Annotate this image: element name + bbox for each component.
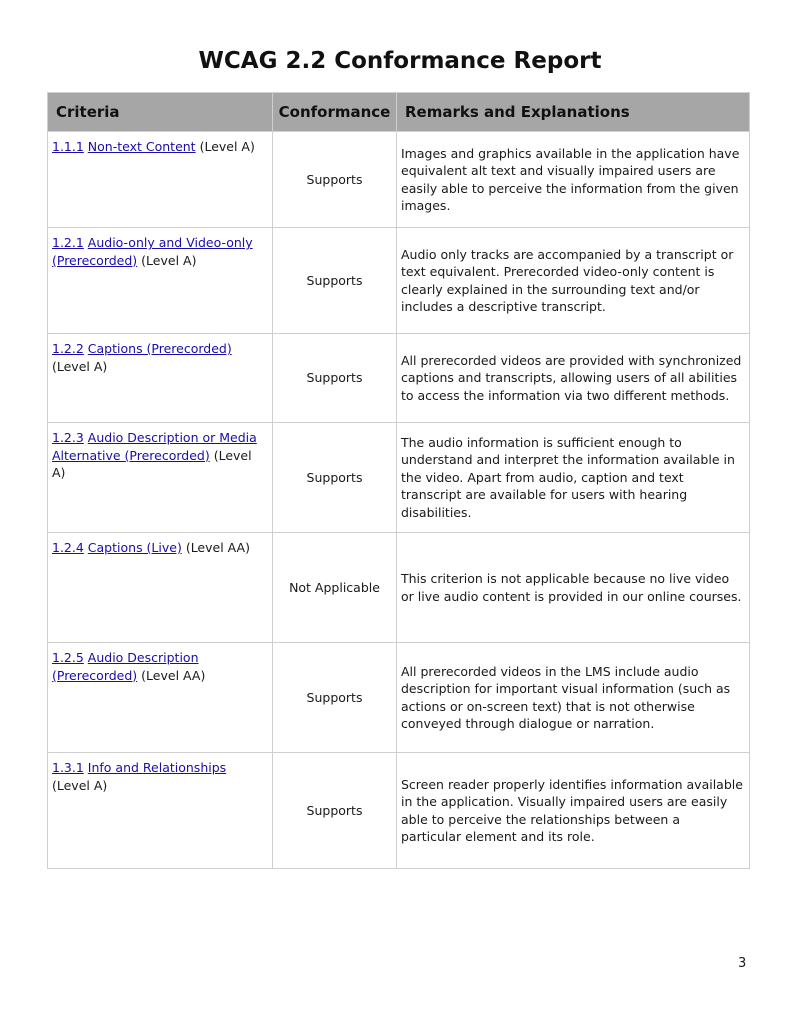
conformance-table xyxy=(47,92,750,869)
table-row xyxy=(48,753,750,869)
table-row xyxy=(48,533,750,643)
conformance-cell: Supports xyxy=(273,228,397,334)
criterion-cell xyxy=(48,423,273,533)
table-row xyxy=(48,643,750,753)
criterion-name-link[interactable]: Audio Description (Prerecorded) xyxy=(52,650,199,683)
criterion-level: (Level A) xyxy=(52,777,108,793)
remarks-cell: All prerecorded videos in the LMS include audio description for important visual information (such as actions or on-screen text) that is not otherwise conveyed through dialogue or narration. xyxy=(397,643,750,753)
criterion-number-link[interactable]: 1.1.1 xyxy=(52,139,84,154)
table-header-row xyxy=(48,93,750,132)
conformance-cell: Not Applicable xyxy=(273,533,397,643)
page-title: WCAG 2.2 Conformance Report xyxy=(198,48,602,74)
conformance-cell: Supports xyxy=(273,643,397,753)
remarks-cell: This criterion is not applicable because no live video or live audio content is provided in our online courses. xyxy=(397,533,750,643)
criterion-cell xyxy=(48,132,273,228)
criterion-cell xyxy=(48,533,273,643)
criterion-level: (Level A) xyxy=(141,252,197,268)
table-row xyxy=(48,423,750,533)
criterion-number-link[interactable]: 1.2.3 xyxy=(52,430,84,445)
table-row xyxy=(48,228,750,334)
criterion-number-link[interactable]: 1.2.1 xyxy=(52,235,84,250)
criterion-level: (Level AA) xyxy=(185,540,250,555)
criterion-level: (Level AA) xyxy=(141,667,206,683)
criterion-number-link[interactable]: 1.2.2 xyxy=(52,341,84,356)
criterion-number-link[interactable]: 1.2.4 xyxy=(52,540,84,555)
conformance-cell: Supports xyxy=(273,753,397,869)
criterion-number-link[interactable]: 1.2.5 xyxy=(52,650,84,665)
conformance-header: Conformance xyxy=(273,93,397,132)
criterion-name-link[interactable]: Captions (Prerecorded) xyxy=(87,341,232,356)
criterion-cell xyxy=(48,643,273,753)
remarks-cell: Audio only tracks are accompanied by a transcript or text equivalent. Prerecorded video-only content is clearly explained in the surrounding text and/or includes a descriptive transcript. xyxy=(397,228,750,334)
criterion-name-link[interactable]: Info and Relationships xyxy=(87,760,227,775)
criterion-level: (Level A) xyxy=(199,139,255,154)
criterion-level: (Level A) xyxy=(52,358,108,374)
remarks-cell: Screen reader properly identifies information available in the application. Visually impaired users are easily able to perceive the relationships between a particular element and its role. xyxy=(397,753,750,869)
remarks-header: Remarks and Explanations xyxy=(397,93,750,132)
criterion-name-link[interactable]: Captions (Live) xyxy=(87,540,182,555)
page-number: 3 xyxy=(738,956,747,971)
remarks-cell: All prerecorded videos are provided with synchronized captions and transcripts, allowing users of all abilities to access the information via two different methods. xyxy=(397,334,750,423)
conformance-cell: Supports xyxy=(273,132,397,228)
remarks-cell: Images and graphics available in the application have equivalent alt text and visually impaired users are easily able to perceive the information from the given images. xyxy=(397,132,750,228)
conformance-cell: Supports xyxy=(273,423,397,533)
criterion-cell xyxy=(48,753,273,869)
criterion-name-link[interactable]: Non-text Content xyxy=(87,139,196,154)
criterion-cell xyxy=(48,228,273,334)
criterion-name-link[interactable]: Audio-only and Video-only (Prerecorded) xyxy=(52,235,253,268)
criterion-number-link[interactable]: 1.3.1 xyxy=(52,760,84,775)
criterion-level: (Level A) xyxy=(52,447,252,480)
remarks-cell: The audio information is sufficient enough to understand and interpret the information available in the video. Apart from audio, caption and text transcript are available for users with hearing disabilities. xyxy=(397,423,750,533)
table-row xyxy=(48,132,750,228)
criterion-cell xyxy=(48,334,273,423)
criteria-header: Criteria xyxy=(48,93,273,132)
table-row xyxy=(48,334,750,423)
criterion-name-link[interactable]: Audio Description or Media Alternative (Prerecorded) xyxy=(52,430,257,463)
conformance-cell: Supports xyxy=(273,334,397,423)
